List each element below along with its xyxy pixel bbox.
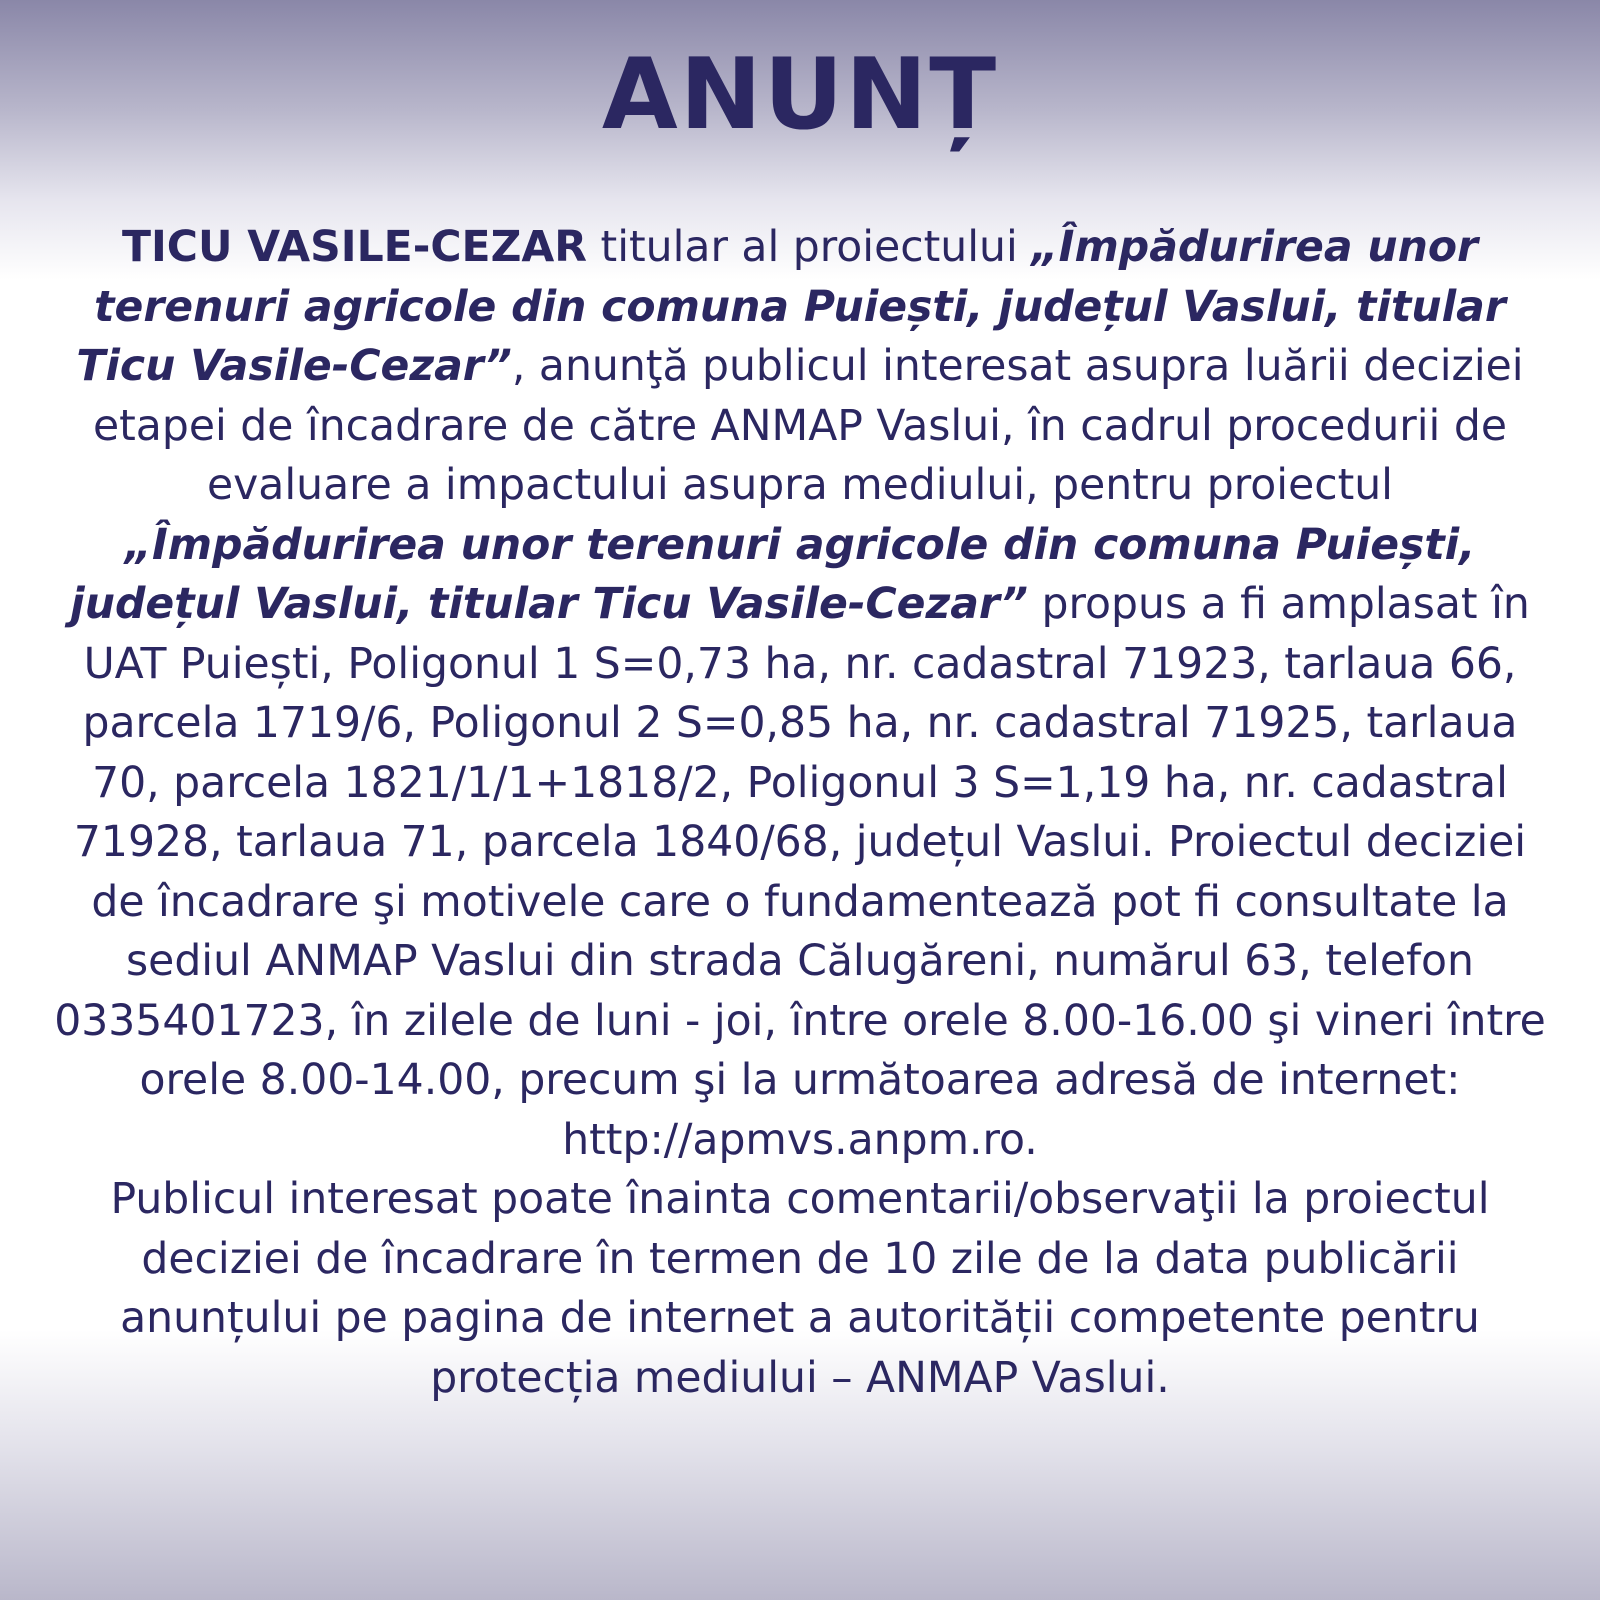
paragraph-text-a: titular al proiectului xyxy=(587,223,1032,272)
announcement-title: ANUNȚ xyxy=(601,38,999,152)
paragraph-text-b: , anunţă publicul interesat asupra luării deciziei etapei de încadrare de către ANMAP Vaslui, în cadrul procedurii de evaluare a impactului asupra mediului, pentru proiectul xyxy=(93,342,1524,510)
announcement-paragraph-2: Publicul interesat poate înainta comentarii/observaţii la proiectul deciziei de încadrare în termen de 10 zile de la data publicării anunțului pe pagina de internet a autorității competente pentru protecția mediului – ANMAP Vaslui. xyxy=(110,1175,1490,1403)
titular-name: TICU VASILE-CEZAR xyxy=(121,223,588,272)
project-name-2: „Împădurirea unor terenuri agricole din comuna Puiești, județul Vaslui, titular Ticu Vasile-Cezar” xyxy=(70,520,1476,629)
project-name-1: „Împădurirea unor terenuri agricole din comuna Puiești, județul Vaslui, titular Ticu Vasile-Cezar” xyxy=(76,223,1506,391)
announcement-paragraph-1 xyxy=(44,218,1556,1170)
announcement-body xyxy=(44,218,1556,1408)
paragraph-text-c: propus a fi amplasat în UAT Puiești, Poligonul 1 S=0,73 ha, nr. cadastral 71923, tarlaua 66, parcela 1719/6, Poligonul 2 S=0,85 ha, nr. cadastral 71925, tarlaua 70, parcela 1821/1/1+1818/2, Poligonul 3 S=1,19 ha, nr. cadastral 71928, tarlaua 71, parcela 1840/68, județul Vaslui. Proiectul deciziei de încadrare şi motivele care o fundamentează pot fi consultate la sediul ANMAP Vaslui din strada Călugăreni, numărul 63, telefon 0335401723, în zilele de luni - joi, între orele 8.00-16.00 şi vineri între orele 8.00-14.00, precum şi la următoarea adresă de internet: http://apmvs.anpm.ro. xyxy=(54,580,1546,1165)
